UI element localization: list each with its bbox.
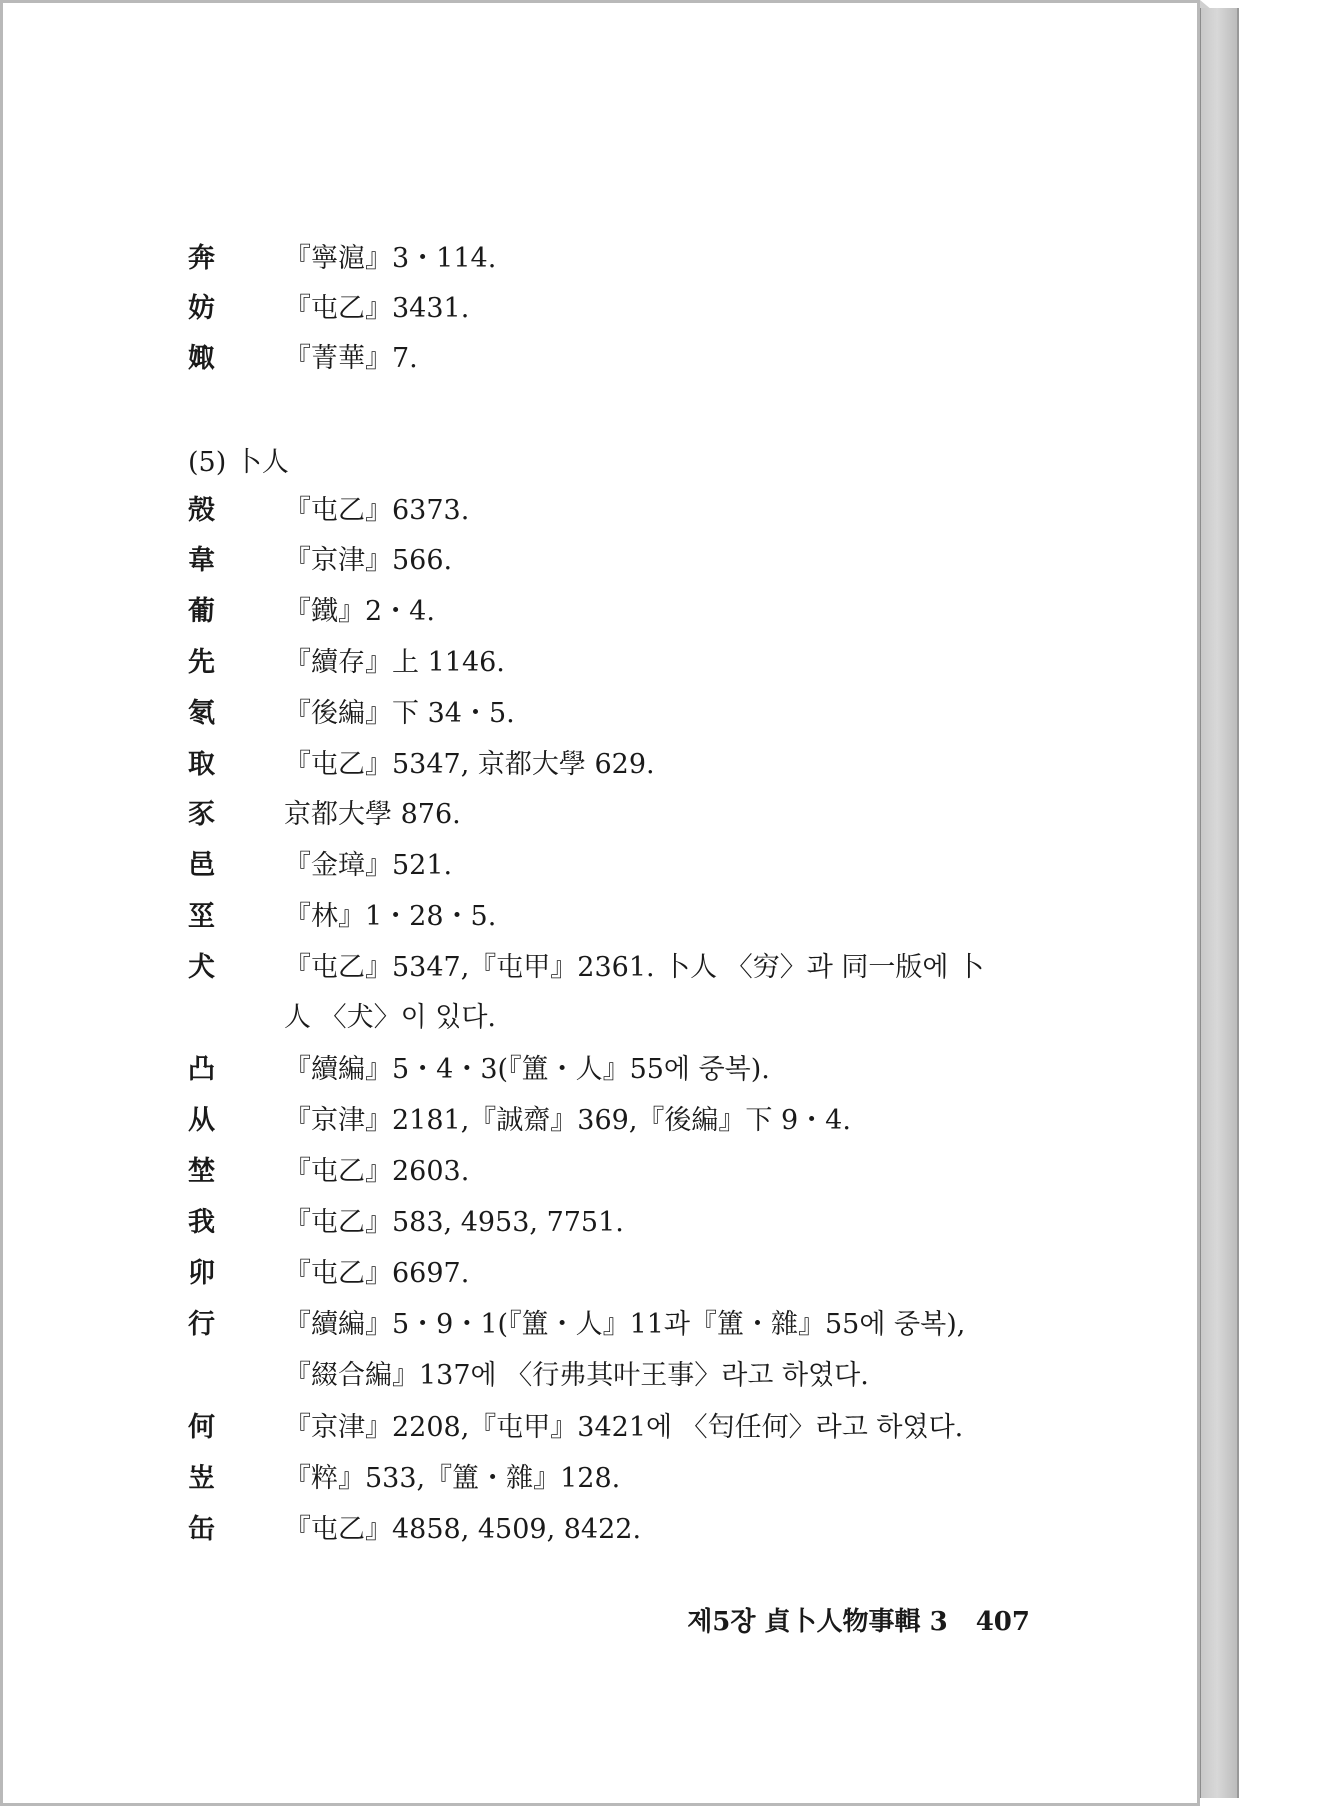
- entry-character: 邑: [188, 850, 215, 881]
- entry-character: 卯: [188, 1258, 215, 1289]
- entry-reference: 『屯乙』583, 4953, 7751.: [284, 1207, 624, 1238]
- entry-continuation: 『綴合編』137에 〈行弗其叶王事〉라고 하였다.: [284, 1360, 869, 1391]
- running-header: 제5장 貞卜人物事輯 3: [687, 1607, 948, 1637]
- entry-character: 何: [188, 1412, 215, 1443]
- entry-reference: 『屯乙』2603.: [284, 1156, 470, 1187]
- list-item: [188, 740, 1058, 790]
- entry-character: 岦: [188, 1463, 215, 1494]
- entry-reference: 『續編』5・9・1(『簠・人』11과『簠・雜』55에 중복),: [284, 1309, 966, 1340]
- entry-reference: 『菁華』7.: [284, 343, 418, 374]
- list-item: [188, 689, 1058, 739]
- list-item: [188, 892, 1058, 942]
- list-item: [188, 1454, 1058, 1504]
- entry-reference: 『屯乙』6373.: [284, 495, 470, 526]
- list-item: [188, 1403, 1058, 1453]
- list-item: [188, 1300, 1058, 1350]
- entry-character: 豕: [188, 799, 215, 830]
- list-item: [188, 1147, 1058, 1197]
- entry-character: 从: [188, 1105, 215, 1136]
- entry-reference: 『京津』566.: [284, 545, 453, 576]
- entry-reference: 『屯乙』5347, 京都大學 629.: [284, 749, 655, 780]
- entry-character: 葡: [188, 596, 215, 627]
- entry-reference: 『續存』上 1146.: [284, 647, 505, 678]
- list-item: [188, 1198, 1058, 1248]
- entry-character: 妨: [188, 293, 215, 324]
- entry-character: 韋: [188, 545, 215, 576]
- entry-character: 娵: [188, 343, 215, 374]
- page-footer: [0, 1602, 1030, 1642]
- entry-reference: 『金璋』521.: [284, 850, 453, 881]
- list-item: [188, 841, 1058, 891]
- entry-reference: 『鐵』2・4.: [284, 596, 435, 627]
- section-title: (5) 卜人: [188, 447, 289, 478]
- entry-character: 犬: [188, 952, 215, 983]
- list-item: [188, 943, 1058, 993]
- list-item: [188, 1249, 1058, 1299]
- list-item: [188, 790, 1058, 840]
- entry-character: 凸: [188, 1054, 215, 1085]
- entry-reference: 『京津』2208,『屯甲』3421에 〈匄任何〉라고 하였다.: [284, 1412, 964, 1443]
- entry-character: 先: [188, 647, 215, 678]
- entry-character: 行: [188, 1309, 215, 1340]
- entry-character: 殻: [188, 495, 215, 526]
- entry-reference: 『林』1・28・5.: [284, 901, 497, 932]
- entry-character: 取: [188, 749, 215, 780]
- page-stack-edge: [1200, 8, 1239, 1798]
- entry-reference: 『寧滬』3・114.: [284, 243, 497, 274]
- list-item: [188, 334, 1058, 384]
- entry-character: 我: [188, 1207, 215, 1238]
- entry-character: 氡: [188, 698, 215, 729]
- list-item: [188, 638, 1058, 688]
- entry-character: 埜: [188, 1156, 215, 1187]
- entry-reference: 『後編』下 34・5.: [284, 698, 515, 729]
- entry-character: 坙: [188, 901, 215, 932]
- entry-reference: 『屯乙』6697.: [284, 1258, 470, 1289]
- entry-reference: 『屯乙』3431.: [284, 293, 470, 324]
- entry-reference: 『續編』5・4・3(『簠・人』55에 중복).: [284, 1054, 770, 1085]
- list-item: [188, 1096, 1058, 1146]
- entry-character: 缶: [188, 1514, 215, 1545]
- entry-continuation: 人 〈犬〉이 있다.: [284, 1002, 496, 1033]
- list-item: [188, 234, 1058, 284]
- entry-reference: 『屯乙』4858, 4509, 8422.: [284, 1514, 642, 1545]
- list-item: [188, 1505, 1058, 1555]
- list-item: [188, 284, 1058, 334]
- entry-reference: 『屯乙』5347,『屯甲』2361. 卜人 〈穷〉과 同一版에 卜: [284, 952, 985, 983]
- entry-reference: 京都大學 876.: [284, 799, 461, 830]
- list-item: [188, 486, 1058, 536]
- list-item: [188, 1045, 1058, 1095]
- list-item: [188, 536, 1058, 586]
- entry-reference: 『京津』2181,『誠齋』369,『後編』下 9・4.: [284, 1105, 851, 1136]
- entry-character: 奔: [188, 243, 215, 274]
- entry-reference: 『粹』533,『簠・雜』128.: [284, 1463, 621, 1494]
- page-number: 407: [975, 1607, 1030, 1637]
- list-item: [188, 587, 1058, 637]
